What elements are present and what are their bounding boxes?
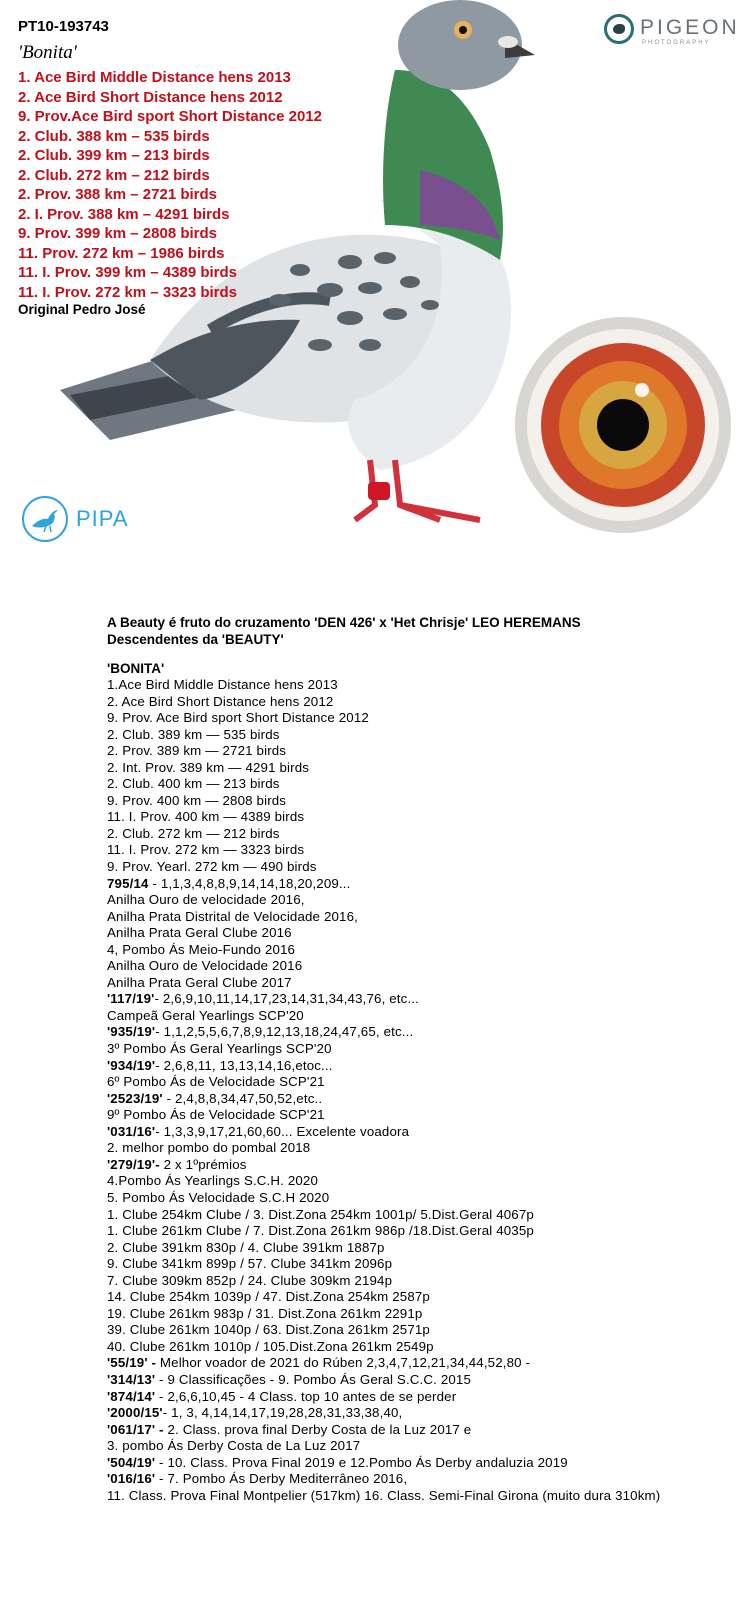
description-line	[107, 1306, 667, 1323]
line-text: 14. Clube 254km 1039p / 47. Dist.Zona 254km 2587p	[107, 1289, 430, 1305]
pigeon-logo-icon	[604, 14, 634, 44]
description-line	[107, 1024, 667, 1041]
result-item: 2. Club. 399 km – 213 birds	[18, 147, 210, 164]
ring-number: PT10-193743	[18, 18, 109, 35]
line-text: 2. Clube 391km 830p / 4. Clube 391km 1887p	[107, 1239, 385, 1255]
line-text: 2 x 1ºprémios	[159, 1156, 247, 1172]
line-text: 3. pombo Ás Derby Costa de La Luz 2017	[107, 1438, 361, 1454]
description-line	[107, 1355, 667, 1372]
description-line	[107, 892, 667, 909]
ring-code: '016/16'	[107, 1471, 156, 1487]
line-text: 9º Pombo Ás de Velocidade SCP'21	[107, 1107, 325, 1123]
description-line	[107, 1140, 667, 1157]
line-text: - 9 Classificações - 9. Pombo Ás Geral S.C.C. 2015	[155, 1371, 472, 1387]
ring-code: '314/13'	[107, 1371, 156, 1387]
description-line	[107, 991, 667, 1008]
ring-code: '117/19'	[107, 991, 155, 1007]
result-item: 2. Club. 388 km – 535 birds	[18, 127, 210, 145]
description-line	[107, 1471, 667, 1488]
line-text: 11. Class. Prova Final Montpelier (517km) 16. Class. Semi-Final Girona (muito dura 310km)	[107, 1487, 661, 1503]
line-text: - 2,6,6,10,45 - 4 Class. top 10 antes de se perder	[155, 1388, 457, 1404]
description-line	[107, 876, 667, 893]
ring-code: '55/19' -	[107, 1355, 157, 1371]
ring-code: '061/17' -	[107, 1421, 164, 1437]
line-text: - 1,1,3,4,8,8,9,14,14,18,20,209...	[148, 875, 351, 891]
description-line	[107, 743, 667, 760]
ring-code: '874/14'	[107, 1388, 156, 1404]
line-text: 5. Pombo Ás Velocidade S.C.H 2020	[107, 1189, 330, 1205]
line-text: 9. Prov. 400 km — 2808 birds	[107, 792, 287, 808]
description-line	[107, 1273, 667, 1290]
description-line	[107, 975, 667, 992]
line-text: - 10. Class. Prova Final 2019 e 12.Pombo Ás Derby andaluzia 2019	[155, 1454, 568, 1470]
line-text: 1.Ace Bird Middle Distance hens 2013	[107, 677, 338, 692]
description-line	[107, 958, 667, 975]
description-line	[107, 1488, 667, 1505]
ring-code: '934/19'	[107, 1057, 156, 1073]
line-text: Anilha Ouro de Velocidade 2016	[107, 958, 303, 974]
line-text: - 1,1,2,5,5,6,7,8,9,12,13,18,24,47,65, etc...	[155, 1024, 414, 1040]
line-text: Melhor voador de 2021 do Rúben 2,3,4,7,12,21,34,44,52,80 -	[156, 1355, 531, 1371]
description-line	[107, 1124, 667, 1141]
eye-closeup-image	[510, 312, 736, 538]
ring-code: '2000/15'	[107, 1405, 163, 1421]
ring-code: '504/19'	[107, 1454, 156, 1470]
line-text: 4, Pombo Ás Meio-Fundo 2016	[107, 941, 296, 957]
line-text: Anilha Prata Geral Clube 2017	[107, 974, 292, 990]
line-text: 19. Clube 261km 983p / 31. Dist.Zona 261km 2291p	[107, 1305, 423, 1321]
line-text: - 2,6,9,10,11,14,17,23,14,31,34,43,76, etc...	[154, 991, 419, 1007]
line-text: 2. Club. 389 km — 535 birds	[107, 726, 280, 742]
pigeon-photography-logo	[604, 12, 744, 52]
description-line	[107, 1240, 667, 1257]
pigeon-logo-word: PIGEON	[640, 16, 740, 39]
line-text: 9. Clube 341km 899p / 57. Clube 341km 2096p	[107, 1256, 393, 1272]
description-line	[107, 776, 667, 793]
original-breeder: Original Pedro José	[18, 302, 146, 317]
line-text: 11. I. Prov. 400 km — 4389 birds	[107, 809, 305, 825]
description-line	[107, 1074, 667, 1091]
line-text: - 1,3,3,9,17,21,60,60... Excelente voadora	[155, 1123, 410, 1139]
description-line	[107, 1289, 667, 1306]
line-text: 2. Club. 272 km — 212 birds	[107, 825, 280, 841]
description-line	[107, 859, 667, 876]
line-text: 4.Pombo Ás Yearlings S.C.H. 2020	[107, 1173, 319, 1189]
intro-line: A Beauty é fruto do cruzamento 'DEN 426' x 'Het Chrisje' LEO HEREMANS	[107, 615, 581, 630]
description-line	[107, 1438, 667, 1455]
line-text: - 1, 3, 4,14,14,17,19,28,28,31,33,38,40,	[162, 1405, 403, 1421]
description-line	[107, 1322, 667, 1339]
description-line	[107, 842, 667, 859]
description-line	[107, 694, 667, 711]
ring-code: '935/19'	[107, 1024, 156, 1040]
line-text: 1. Clube 254km Clube / 3. Dist.Zona 254km 1001p/ 5.Dist.Geral 4067p	[107, 1206, 534, 1222]
description-line	[107, 793, 667, 810]
description-line	[107, 809, 667, 826]
result-item: 9. Prov. 399 km – 2808 birds	[18, 225, 218, 242]
result-item: 2. Club. 272 km – 212 birds	[18, 166, 210, 184]
description-line	[107, 1223, 667, 1240]
pipa-bird-icon	[22, 496, 68, 542]
description-line	[107, 1389, 667, 1406]
bonita-heading: 'BONITA'	[107, 661, 165, 676]
description-line	[107, 1339, 667, 1356]
description-line	[107, 1256, 667, 1273]
description-line	[107, 1091, 667, 1108]
results-list	[18, 68, 322, 302]
bird-name: 'Bonita'	[18, 42, 77, 63]
description-line	[107, 1107, 667, 1124]
description-line	[107, 1008, 667, 1025]
result-item: 11. Prov. 272 km – 1986 birds	[18, 244, 225, 262]
line-text: Campeã Geral Yearlings SCP'20	[107, 1007, 304, 1023]
line-text: 2. Class. prova final Derby Costa de la Luz 2017 e	[163, 1421, 472, 1437]
ring-code: 795/14	[107, 875, 149, 891]
line-text: Anilha Prata Geral Clube 2016	[107, 925, 292, 941]
description-line	[107, 1422, 667, 1439]
description-line	[107, 1190, 667, 1207]
result-item: 11. I. Prov. 399 km – 4389 birds	[18, 264, 238, 281]
result-item: 2. I. Prov. 388 km – 4291 birds	[18, 205, 230, 223]
description-line	[107, 760, 667, 777]
line-text: 2. Prov. 389 km — 2721 birds	[107, 743, 287, 759]
result-item: 2. Ace Bird Short Distance hens 2012	[18, 88, 283, 106]
result-item: 1. Ace Bird Middle Distance hens 2013	[18, 69, 291, 86]
line-text: 2. Ace Bird Short Distance hens 2012	[107, 693, 334, 709]
line-text: 9. Prov. Ace Bird sport Short Distance 2012	[107, 710, 369, 726]
line-text: 1. Clube 261km Clube / 7. Dist.Zona 261km 986p /18.Dist.Geral 4035p	[107, 1223, 534, 1239]
line-text: 2. Club. 400 km — 213 birds	[107, 776, 280, 792]
pigeon-logo-subtitle: PHOTOGRAPHY	[642, 40, 711, 46]
line-text: - 2,4,8,8,34,47,50,52,etc..	[162, 1090, 323, 1106]
results-paragraph	[107, 677, 667, 1504]
description-line	[107, 1405, 667, 1422]
ring-code: '2523/19'	[107, 1090, 163, 1106]
description-line	[107, 1173, 667, 1190]
description-line	[107, 710, 667, 727]
line-text: 3º Pombo Ás Geral Yearlings SCP'20	[107, 1041, 332, 1057]
line-text: - 2,6,8,11, 13,13,14,16,etoc...	[155, 1057, 333, 1073]
description-line	[107, 942, 667, 959]
pipa-logo	[22, 496, 142, 546]
line-text: 11. I. Prov. 272 km — 3323 birds	[107, 842, 305, 858]
description-line	[107, 909, 667, 926]
line-text: 2. melhor pombo do pombal 2018	[107, 1140, 311, 1156]
pipa-word: PIPA	[76, 506, 129, 531]
ring-code: '031/16'	[107, 1123, 156, 1139]
line-text: 40. Clube 261km 1010p / 105.Dist.Zona 261km 2549p	[107, 1338, 434, 1354]
description-line	[107, 677, 667, 694]
description-line	[107, 1372, 667, 1389]
line-text: 9. Prov. Yearl. 272 km — 490 birds	[107, 859, 317, 875]
description-line	[107, 1455, 667, 1472]
description-line	[107, 1207, 667, 1224]
description-line	[107, 1157, 667, 1174]
ring-code: '279/19'-	[107, 1156, 160, 1172]
line-text: - 7. Pombo Ás Derby Mediterrâneo 2016,	[155, 1471, 408, 1487]
line-text: 2. Int. Prov. 389 km — 4291 birds	[107, 759, 310, 775]
description-line	[107, 1041, 667, 1058]
descendants-heading: Descendentes da 'BEAUTY'	[107, 632, 284, 647]
description-line	[107, 925, 667, 942]
description-line	[107, 826, 667, 843]
result-item: 9. Prov.Ace Bird sport Short Distance 2012	[18, 108, 322, 125]
line-text: 39. Clube 261km 1040p / 63. Dist.Zona 261km 2571p	[107, 1322, 430, 1338]
pigeon-photo-card	[0, 0, 750, 560]
result-item: 11. I. Prov. 272 km – 3323 birds	[18, 283, 238, 301]
line-text: 7. Clube 309km 852p / 24. Clube 309km 2194p	[107, 1272, 393, 1288]
pedigree-description	[107, 614, 667, 1504]
result-item: 2. Prov. 388 km – 2721 birds	[18, 186, 218, 203]
line-text: Anilha Ouro de velocidade 2016,	[107, 892, 305, 908]
description-line	[107, 1058, 667, 1075]
line-text: 6º Pombo Ás de Velocidade SCP'21	[107, 1074, 325, 1090]
line-text: Anilha Prata Distrital de Velocidade 2016,	[107, 908, 358, 924]
description-line	[107, 727, 667, 744]
